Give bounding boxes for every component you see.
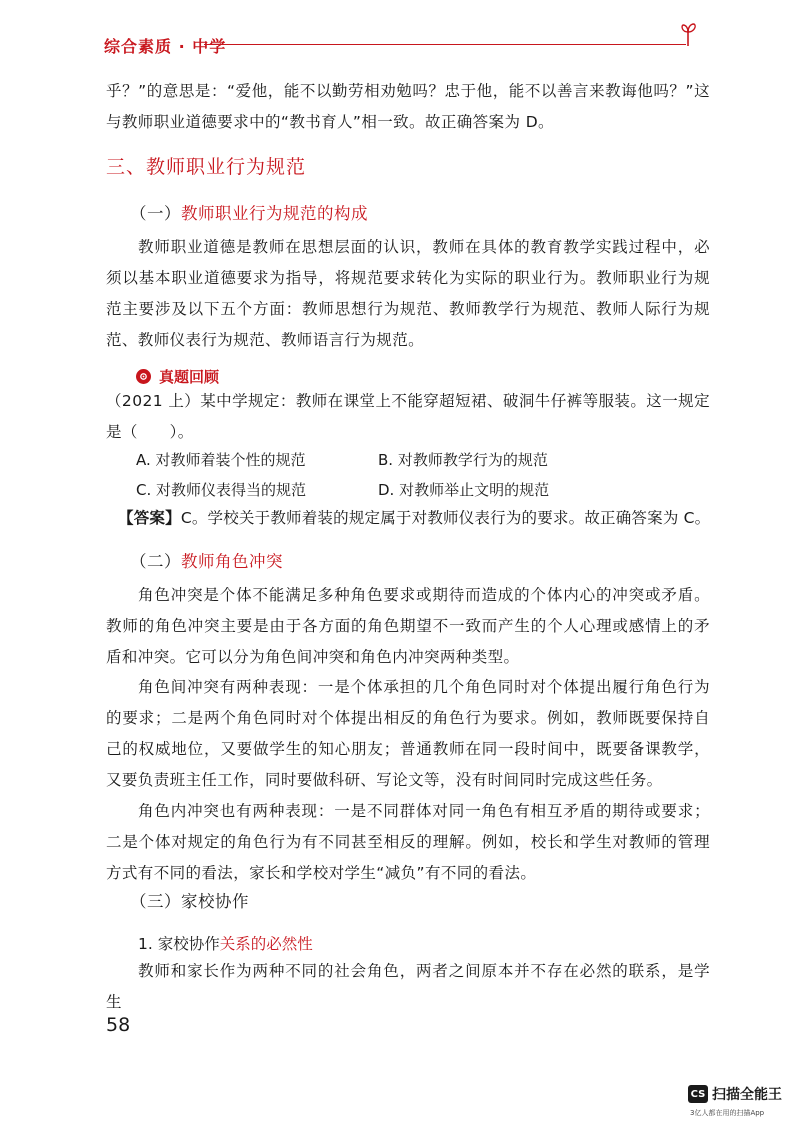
sprout-icon (680, 22, 710, 50)
subsection-heading-2 (130, 548, 283, 572)
subsection-title: 教师角色冲突 (181, 552, 283, 571)
option-d: D. 对教师举止文明的规范 (378, 480, 550, 499)
answer-text: C。学校关于教师着装的规定属于对教师仪表行为的要求。故正确答案为 C。 (180, 509, 711, 527)
subsection-title: 教师职业行为规范的构成 (181, 204, 368, 223)
subsection-prefix: （三） (130, 892, 181, 911)
subsection-heading-3 (130, 888, 249, 912)
running-header: 综合素质 · 中学 (104, 37, 227, 56)
cs-logo-icon: CS (688, 1085, 708, 1103)
option-a: A. 对教师着装个性的规范 (136, 450, 306, 469)
page-number: 58 (106, 1014, 131, 1036)
subsection-1-paragraph: 教师职业道德是教师在思想层面的认识，教师在具体的教育教学实践过程中，必须以基本职业道德要求为指导，将规范要求转化为实际的职业行为。教师职业行为规范主要涉及以下五个方面：教师思想行为规范、教师教学行为规范、教师人际行为规范、教师仪表行为规范、教师语言行为规范。 (106, 238, 710, 349)
review-question: （2021 上）某中学规定：教师在课堂上不能穿超短裙、破洞牛仔裤等服装。这一规定是（ ）。 (106, 392, 710, 441)
header-rule (204, 44, 686, 45)
home-school-paragraph: 教师和家长作为两种不同的社会角色，两者之间原本并不存在必然的联系，是学生 (106, 962, 710, 1011)
role-conflict-paragraph-1: 角色冲突是个体不能满足多种角色要求或期待而造成的个体内心的冲突或矛盾。教师的角色冲突主要是由于各方面的角色期望不一致而产生的个人心理或感情上的矛盾和冲突。它可以分为角色间冲突和角色内冲突两种类型。 (106, 586, 710, 666)
subsection-prefix: （二） (130, 552, 181, 571)
review-icon (136, 369, 151, 384)
option-c: C. 对教师仪表得当的规范 (136, 480, 307, 499)
watermark-brand: 扫描全能王 (712, 1087, 782, 1103)
subsection-title: 家校协作 (181, 892, 249, 911)
subsection-heading-1 (130, 200, 368, 224)
subsection-prefix: （一） (130, 204, 181, 223)
review-badge (136, 366, 219, 387)
option-b: B. 对教师教学行为的规范 (378, 450, 548, 469)
intro-paragraph: 乎？”的意思是：“爱他，能不以勤劳相劝勉吗？忠于他，能不以善言来教诲他吗？”这与教师职业道德要求中的“教书育人”相一致。故正确答案为 D。 (106, 82, 710, 131)
answer-tag: 【答案】 (118, 509, 181, 527)
subsub-heading: 1. 家校协作关系的必然性 (138, 935, 313, 953)
role-conflict-paragraph-3: 角色内冲突也有两种表现：一是不同群体对同一角色有相互矛盾的期待或要求；二是个体对规定的角色行为有不同甚至相反的理解。例如，校长和学生对教师的管理方式有不同的看法，家长和学校对学生“减负”有不同的看法。 (106, 802, 710, 882)
review-answer (118, 506, 718, 528)
review-label: 真题回顾 (159, 368, 220, 386)
review-options (136, 444, 706, 504)
section-title: 三、教师职业行为规范 (106, 156, 307, 178)
role-conflict-paragraph-2: 角色间冲突有两种表现：一是个体承担的几个角色同时对个体提出履行角色行为的要求；二是两个角色同时对个体提出相反的角色行为要求。例如，教师既要保持自己的权威地位，又要做学生的知心朋友；普通教师在同一段时间中，既要备课教学，又要负责班主任工作，同时要做科研、写论文等，没有时间同时完成这些任务。 (106, 678, 710, 789)
scanner-watermark (688, 1084, 782, 1104)
watermark-subtitle: 3亿人都在用的扫描App (690, 1109, 765, 1117)
